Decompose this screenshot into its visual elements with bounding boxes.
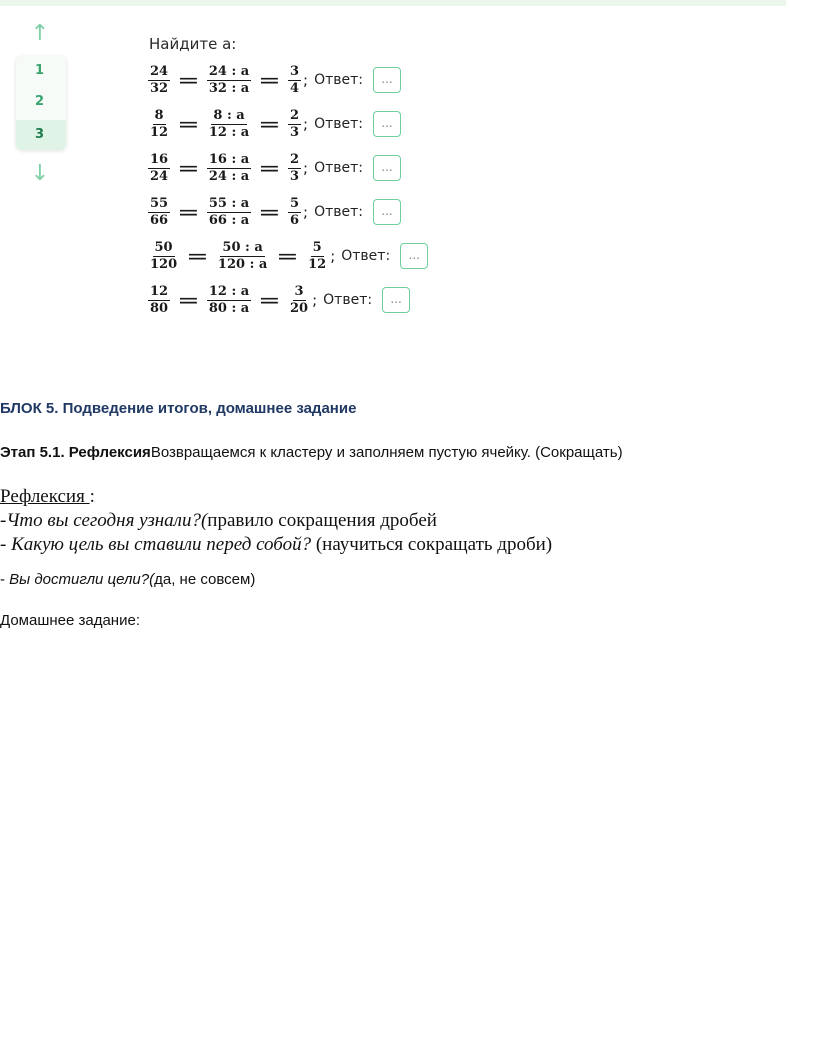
reduced-fraction-numerator: 3 bbox=[294, 283, 304, 299]
nav-item-2[interactable]: 2 bbox=[35, 94, 45, 109]
equals-sign: = bbox=[258, 68, 281, 92]
division-fraction bbox=[207, 197, 251, 228]
stage-text: Возвращаемся к кластеру и заполняем пустую ячейку. (Сокращать) bbox=[150, 444, 623, 461]
reduced-fraction bbox=[288, 197, 301, 228]
equation-row bbox=[148, 150, 401, 186]
division-fraction bbox=[207, 65, 251, 96]
reflection-heading bbox=[0, 486, 95, 508]
semicolon: ; bbox=[312, 291, 318, 309]
reduced-fraction-numerator: 2 bbox=[290, 107, 300, 123]
division-fraction-numerator: 55 : a bbox=[208, 195, 250, 211]
reduced-fraction-denominator: 12 bbox=[308, 256, 327, 272]
division-fraction-numerator: 8 : a bbox=[213, 107, 245, 123]
answer-label: Ответ: bbox=[314, 116, 364, 132]
reduced-fraction bbox=[288, 285, 310, 316]
original-fraction bbox=[148, 197, 170, 228]
reduced-fraction-denominator: 4 bbox=[290, 80, 300, 96]
reduced-fraction-denominator: 6 bbox=[290, 212, 300, 228]
reflection-question-3 bbox=[0, 571, 255, 588]
equals-sign: = bbox=[186, 244, 209, 268]
original-fraction-denominator: 66 bbox=[150, 212, 169, 228]
answer-label: Ответ: bbox=[314, 160, 364, 176]
arrow-up-icon[interactable]: ↑ bbox=[30, 21, 50, 46]
top-accent-strip bbox=[0, 0, 786, 6]
q2-dash: - bbox=[0, 534, 12, 555]
reduced-fraction bbox=[288, 109, 301, 140]
answer-label: Ответ: bbox=[314, 72, 364, 88]
q3-question: Вы достигли цели?( bbox=[9, 571, 155, 588]
original-fraction bbox=[148, 241, 179, 272]
q2-answer: (научиться сокращать дроби) bbox=[311, 534, 553, 555]
equals-sign: = bbox=[258, 200, 281, 224]
semicolon: ; bbox=[303, 115, 309, 133]
reflection-question-1 bbox=[0, 510, 437, 532]
original-fraction bbox=[148, 65, 170, 96]
q1-answer: правило сокращения дробей bbox=[207, 510, 437, 531]
original-fraction-denominator: 24 bbox=[150, 168, 169, 184]
reduced-fraction-numerator: 2 bbox=[290, 151, 300, 167]
equation-row bbox=[148, 194, 401, 230]
equals-sign: = bbox=[177, 200, 200, 224]
q2-question: Какую цель вы ставили перед собой? bbox=[11, 534, 312, 555]
original-fraction-numerator: 24 bbox=[150, 63, 169, 79]
q1-question: Что вы сегодня узнали?( bbox=[6, 510, 208, 531]
equation-row bbox=[148, 282, 410, 318]
original-fraction-numerator: 8 bbox=[154, 107, 164, 123]
reflection-colon: : bbox=[89, 486, 95, 507]
answer-input[interactable]: ... bbox=[373, 155, 401, 181]
task-number-list bbox=[16, 56, 66, 150]
division-fraction bbox=[216, 241, 269, 272]
original-fraction-denominator: 12 bbox=[150, 124, 169, 140]
reduced-fraction-denominator: 20 bbox=[290, 300, 309, 316]
stage-label: Этап 5.1. Рефлексия bbox=[0, 444, 151, 461]
answer-input[interactable]: ... bbox=[400, 243, 428, 269]
equals-sign: = bbox=[177, 156, 200, 180]
equals-sign: = bbox=[258, 288, 281, 312]
nav-item-1[interactable]: 1 bbox=[35, 63, 45, 78]
reflection-label: Рефлексия bbox=[0, 486, 90, 507]
equation-row bbox=[148, 106, 401, 142]
division-fraction-numerator: 50 : a bbox=[222, 239, 263, 255]
stage-line bbox=[0, 444, 623, 461]
answer-input[interactable]: ... bbox=[373, 111, 401, 137]
division-fraction bbox=[207, 285, 251, 316]
block-heading: БЛОК 5. Подведение итогов, домашнее задание bbox=[0, 400, 357, 417]
reduced-fraction-numerator: 5 bbox=[290, 195, 300, 211]
original-fraction-denominator: 80 bbox=[150, 300, 169, 316]
original-fraction bbox=[148, 285, 170, 316]
reduced-fraction-numerator: 3 bbox=[290, 63, 300, 79]
semicolon: ; bbox=[330, 247, 336, 265]
reduced-fraction-numerator: 5 bbox=[312, 239, 322, 255]
homework-label: Домашнее задание: bbox=[0, 612, 140, 629]
answer-input[interactable]: ... bbox=[373, 67, 401, 93]
division-fraction-numerator: 16 : a bbox=[208, 151, 250, 167]
semicolon: ; bbox=[303, 203, 309, 221]
reduced-fraction bbox=[288, 153, 301, 184]
answer-input[interactable]: ... bbox=[382, 287, 410, 313]
nav-item-3-active[interactable]: 3 bbox=[16, 120, 66, 150]
division-fraction-denominator: 24 : a bbox=[208, 168, 250, 184]
reduced-fraction-denominator: 3 bbox=[290, 168, 300, 184]
task-title: Найдите a: bbox=[149, 35, 237, 53]
equals-sign: = bbox=[276, 244, 300, 268]
original-fraction-numerator: 12 bbox=[150, 283, 169, 299]
equals-sign: = bbox=[177, 288, 200, 312]
original-fraction bbox=[148, 153, 170, 184]
division-fraction-denominator: 120 : a bbox=[217, 256, 268, 272]
division-fraction-denominator: 66 : a bbox=[208, 212, 250, 228]
reduced-fraction bbox=[288, 65, 301, 96]
division-fraction bbox=[207, 153, 251, 184]
q3-answer: да, не совсем) bbox=[154, 571, 256, 588]
equals-sign: = bbox=[258, 112, 281, 136]
original-fraction bbox=[148, 109, 170, 140]
answer-label: Ответ: bbox=[323, 292, 373, 308]
equals-sign: = bbox=[177, 68, 200, 92]
division-fraction-numerator: 24 : a bbox=[208, 63, 250, 79]
reflection-question-2 bbox=[0, 534, 552, 556]
original-fraction-numerator: 55 bbox=[150, 195, 169, 211]
q3-dash: - bbox=[0, 571, 10, 588]
division-fraction-numerator: 12 : a bbox=[208, 283, 250, 299]
equals-sign: = bbox=[258, 156, 281, 180]
reduced-fraction-denominator: 3 bbox=[290, 124, 300, 140]
reduced-fraction bbox=[306, 241, 328, 272]
answer-input[interactable]: ... bbox=[373, 199, 401, 225]
division-fraction-denominator: 80 : a bbox=[208, 300, 250, 316]
original-fraction-numerator: 50 bbox=[154, 239, 173, 255]
q1-dash: - bbox=[0, 510, 7, 531]
original-fraction-numerator: 16 bbox=[150, 151, 169, 167]
original-fraction-denominator: 32 bbox=[150, 80, 169, 96]
equals-sign: = bbox=[177, 112, 200, 136]
original-fraction-denominator: 120 bbox=[150, 256, 178, 272]
answer-label: Ответ: bbox=[341, 248, 391, 264]
arrow-down-icon[interactable]: ↓ bbox=[30, 161, 50, 186]
semicolon: ; bbox=[303, 71, 309, 89]
division-fraction-denominator: 12 : a bbox=[208, 124, 250, 140]
equation-row bbox=[148, 62, 401, 98]
answer-label: Ответ: bbox=[314, 204, 364, 220]
equation-row bbox=[148, 238, 428, 274]
division-fraction bbox=[207, 109, 251, 140]
semicolon: ; bbox=[303, 159, 309, 177]
division-fraction-denominator: 32 : a bbox=[208, 80, 250, 96]
